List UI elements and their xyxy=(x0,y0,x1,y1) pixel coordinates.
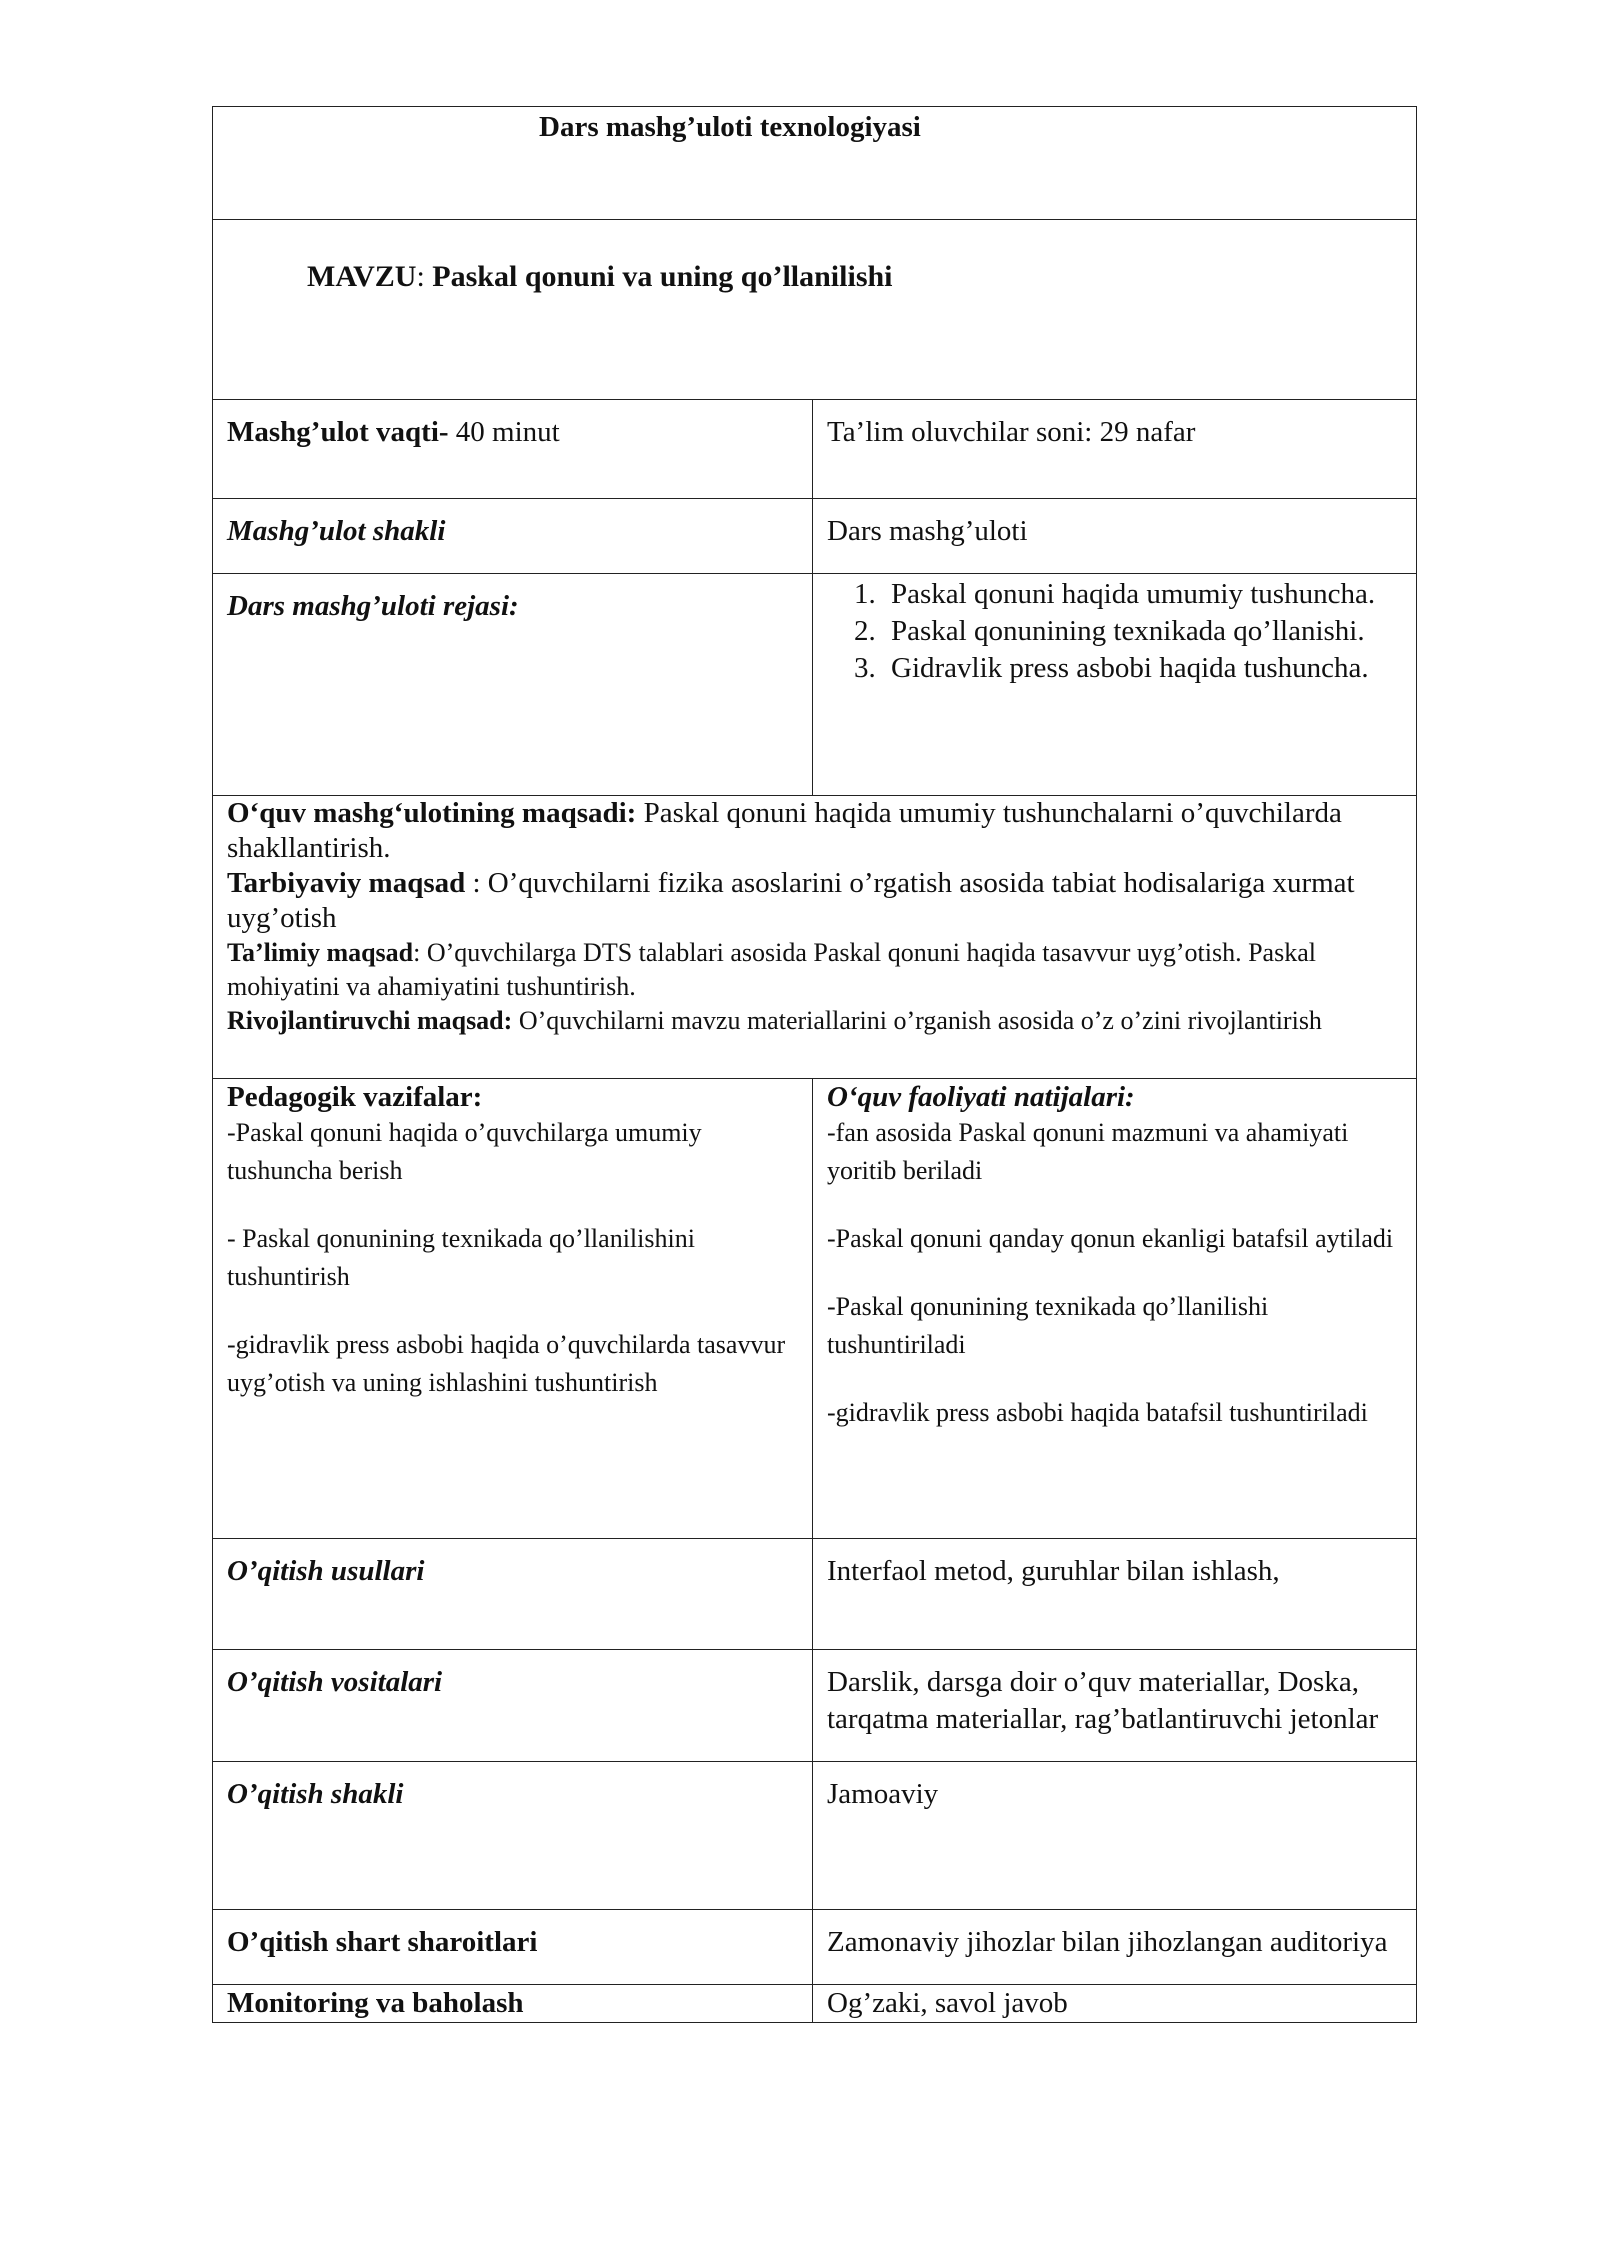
teaching-goal-label: Ta’limiy maqsad xyxy=(227,938,414,967)
educational-goal-text: : O’quvchilarni fizika asoslarini o’rgatish asosida tabiat hodisalariga xurmat uyg’otish xyxy=(227,867,1355,934)
results-label: O‘quv faoliyati natijalari: xyxy=(827,1081,1135,1113)
development-goal-label: Rivojlantiruvchi maqsad: xyxy=(227,1006,513,1035)
results-list xyxy=(827,1114,1402,1432)
lesson-plan-table xyxy=(212,106,1417,2023)
goals-cell xyxy=(213,796,1417,1079)
plan-label-cell xyxy=(213,574,813,796)
time-row xyxy=(213,400,1417,499)
time-value: 40 minut xyxy=(448,416,560,448)
results-cell xyxy=(813,1079,1417,1539)
session-form-label-cell xyxy=(213,499,813,574)
educational-goal xyxy=(227,866,1402,936)
plan-item: 3. Gidravlik press asbobi haqida tushuncha. xyxy=(883,650,1402,687)
result-item: -Paskal qonuni qanday qonun ekanligi batafsil aytiladi xyxy=(827,1224,1394,1253)
tasks-label: Pedagogik vazifalar: xyxy=(227,1081,483,1113)
tools-label-cell xyxy=(213,1650,813,1762)
task-item: -gidravlik press asbobi haqida o’quvchilarda tasavvur uyg’otish va uning ishlashini tushuntirish xyxy=(227,1330,786,1397)
monitoring-label-cell xyxy=(213,1985,813,2023)
result-item: -gidravlik press asbobi haqida batafsil tushuntiriladi xyxy=(827,1398,1368,1427)
teaching-form-row xyxy=(213,1762,1417,1910)
plan-list-cell xyxy=(813,574,1417,796)
session-form-value-cell xyxy=(813,499,1417,574)
monitoring-value-cell xyxy=(813,1985,1417,2023)
methods-label-cell xyxy=(213,1539,813,1650)
monitoring-label: Monitoring va baholash xyxy=(227,1987,524,2019)
topic-label: MAVZU xyxy=(307,260,417,293)
conditions-value-cell xyxy=(813,1910,1417,1985)
tools-value: Darslik, darsga doir o’quv materiallar, Doska, tarqatma materiallar, rag’batlantiruvchi jetonlar xyxy=(827,1666,1379,1735)
document-title: Dars mashg’uloti texnologiyasi xyxy=(539,111,921,143)
topic-separator: : xyxy=(416,260,433,293)
time-cell xyxy=(213,400,813,499)
title-row xyxy=(213,107,1417,220)
students-cell xyxy=(813,400,1417,499)
plan-item: 1. Paskal qonuni haqida umumiy tushuncha. xyxy=(883,576,1402,613)
teaching-form-value-cell xyxy=(813,1762,1417,1910)
plan-item: 2. Paskal qonunining texnikada qo’llanishi. xyxy=(883,613,1402,650)
tools-label: O’qitish vositalari xyxy=(227,1666,443,1698)
conditions-value: Zamonaviy jihozlar bilan jihozlangan auditoriya xyxy=(827,1926,1388,1958)
methods-row xyxy=(213,1539,1417,1650)
main-goal xyxy=(227,796,1402,866)
methods-label: O’qitish usullari xyxy=(227,1555,425,1587)
conditions-label-cell xyxy=(213,1910,813,1985)
topic-text: Paskal qonuni va uning qo’llanilishi xyxy=(432,260,893,293)
task-item: -Paskal qonuni haqida o’quvchilarga umumiy tushuncha berish xyxy=(227,1118,702,1185)
session-form-value: Dars mashg’uloti xyxy=(827,515,1028,547)
session-form-label: Mashg’ulot shakli xyxy=(227,515,446,547)
teaching-form-label-cell xyxy=(213,1762,813,1910)
methods-value-cell xyxy=(813,1539,1417,1650)
topic-row xyxy=(213,220,1417,400)
plan-list xyxy=(827,576,1402,687)
tasks-results-row xyxy=(213,1079,1417,1539)
teaching-goal-text: : O’quvchilarga DTS talablari asosida Paskal qonuni haqida tasavvur uyg’otish. Paskal mohiyatini va ahamiyatini tushuntirish. xyxy=(227,938,1316,1001)
topic-cell xyxy=(213,220,1417,400)
lesson-plan-document xyxy=(212,106,1416,2023)
teaching-goal xyxy=(227,936,1402,1004)
session-form-row xyxy=(213,499,1417,574)
result-item: -Paskal qonunining texnikada qo’llanilishi tushuntiriladi xyxy=(827,1292,1269,1359)
tools-value-cell xyxy=(813,1650,1417,1762)
task-item: - Paskal qonunining texnikada qo’llanilishini tushuntirish xyxy=(227,1224,695,1291)
title-cell xyxy=(213,107,1417,220)
development-goal-text: O’quvchilarni mavzu materiallarini o’rganish asosida o’z o’zini rivojlantirish xyxy=(512,1006,1322,1035)
conditions-label: O’qitish shart sharoitlari xyxy=(227,1926,538,1958)
tools-row xyxy=(213,1650,1417,1762)
time-label: Mashg’ulot vaqti- xyxy=(227,416,449,448)
conditions-row xyxy=(213,1910,1417,1985)
students-count: Ta’lim oluvchilar soni: 29 nafar xyxy=(827,416,1196,448)
main-goal-label: O‘quv mashg‘ulotining maqsadi: xyxy=(227,797,637,829)
plan-row xyxy=(213,574,1417,796)
monitoring-value: Og’zaki, savol javob xyxy=(827,1987,1068,2019)
tasks-list xyxy=(227,1114,798,1402)
teaching-form-value: Jamoaviy xyxy=(827,1778,939,1810)
educational-goal-label: Tarbiyaviy maqsad xyxy=(227,867,466,899)
topic xyxy=(213,220,1416,295)
methods-value: Interfaol metod, guruhlar bilan ishlash, xyxy=(827,1555,1280,1587)
main-goal-text: Paskal qonuni haqida umumiy tushunchalarni o’quvchilarda shakllantirish. xyxy=(227,797,1342,864)
result-item: -fan asosida Paskal qonuni mazmuni va ahamiyati yoritib beriladi xyxy=(827,1118,1349,1185)
plan-label: Dars mashg’uloti rejasi: xyxy=(227,590,519,622)
monitoring-row xyxy=(213,1985,1417,2023)
development-goal xyxy=(227,1004,1402,1038)
teaching-form-label: O’qitish shakli xyxy=(227,1778,404,1810)
goals-row xyxy=(213,796,1417,1079)
tasks-cell xyxy=(213,1079,813,1539)
